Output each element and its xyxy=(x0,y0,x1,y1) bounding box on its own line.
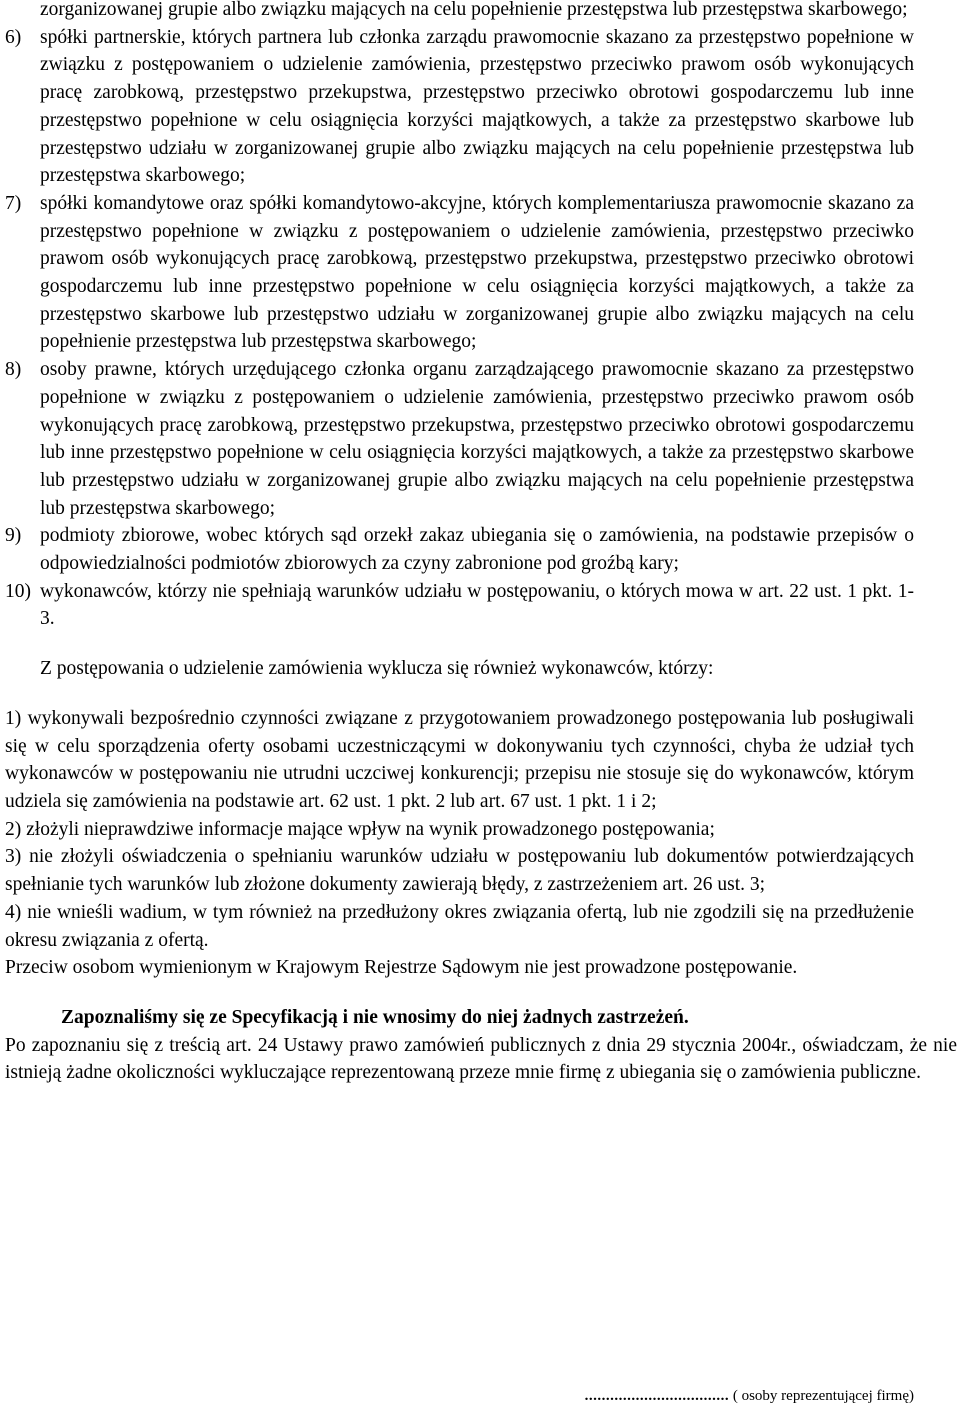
item-text: spółki komandytowe oraz spółki komandytowo-akcyjne, których komplementariusza prawomocnie skazano za przestępstwo popełnione w związku z postępowaniem o udzielenie zamówienia, przestępstwo przeciwko prawom osób wykonujących pracę zarobkową, przestępstwo przekupstwa, przestępstwo przeciwko obrotowi gospodarczemu lub inne przestępstwo popełnione w celu osiągnięcia korzyści majątkowych, a także za przestępstwo skarbowe lub przestępstwo udziału w zorganizowanej grupie albo związku mających na celu popełnienie przestępstwa lub przestępstwa skarbowego; xyxy=(40,192,914,353)
item-text: osoby prawne, których urzędującego członka organu zarządzającego prawomocnie skazano za przestępstwo popełnione w związku z postępowaniem o udzielenie zamówienia, przestępstwo przeciwko prawom osób wykonujących pracę zarobkową, przestępstwo przekupstwa, przestępstwo przeciwko obrotowi gospodarczemu lub inne przestępstwo popełnione w celu osiągnięcia korzyści majątkowych, a także za przestępstwo skarbowe lub przestępstwo udziału w zorganizowanej grupie albo związku mających na celu popełnienie przestępstwa lub przestępstwa skarbowego; xyxy=(40,359,914,519)
item-text: wykonawców, którzy nie spełniają warunków udziału w postępowaniu, o których mowa w art. 22 ust. 1 pkt. 1-3. xyxy=(40,580,914,630)
list-item xyxy=(5,356,914,522)
specification-statement: Zapoznaliśmy się ze Specyfikacją i nie wnosimy do niej żadnych zastrzeżeń. xyxy=(61,1006,689,1028)
list-item xyxy=(5,190,914,356)
list-item xyxy=(5,522,914,577)
signature-line xyxy=(585,1386,914,1406)
exclusion-intro: Z postępowania o udzielenie zamówienia wyklucza się również wykonawców, którzy: xyxy=(40,658,714,680)
exclusion-item: 1) wykonywali bezpośrednio czynności związane z przygotowaniem prowadzonego postępowania lub posługiwali się w celu sporządzenia oferty osobami uczestniczącymi w dokonywaniu tych czynności, chyba że udział tych wykonawców w postępowaniu nie utrudni uczciwej konkurencji; przepisu nie stosuje się do wykonawców, którym udziela się zamówienia na podstawie art. 62 ust. 1 pkt. 2 lub art. 67 ust. 1 pkt. 1 i 2; xyxy=(5,707,914,812)
item-text: podmioty zbiorowe, wobec których sąd orzekł zakaz ubiegania się o zamówienia, na podstawie przepisów o odpowiedzialności podmiotów zbiorowych za czyny zabronione pod groźbą kary; xyxy=(40,525,914,575)
list-item xyxy=(5,24,914,190)
item-number: 9) xyxy=(5,525,22,547)
signature-label: ( osoby reprezentującej firmę) xyxy=(732,1388,914,1404)
exclusion-item: 3) nie złożyli oświadczenia o spełnianiu warunków udziału w postępowaniu lub dokumentów potwierdzających spełnianie tych warunków lub złożone dokumenty zawierają błędy, z zastrzeżeniem art. 26 ust. 3; xyxy=(5,846,914,896)
exclusion-item: 4) nie wnieśli wadium, w tym również na przedłużony okres związania ofertą, lub nie zgodzili się na przedłużenie okresu związania z ofertą. xyxy=(5,901,914,951)
signature-dots: .................................. xyxy=(584,1388,730,1404)
continuation-text: zorganizowanej grupie albo związku mających na celu popełnienie przestępstwa lub przestępstwa skarbowego; xyxy=(40,0,908,20)
item-number: 6) xyxy=(5,26,22,48)
item-number: 7) xyxy=(5,192,22,214)
item-number: 10) xyxy=(5,580,31,602)
item-text: spółki partnerskie, których partnera lub członka zarządu prawomocnie skazano za przestępstwo popełnione w związku z postępowaniem o udzielenie zamówienia, przestępstwo przeciwko prawom osób wykonujących pracę zarobkową, przestępstwo przekupstwa, przestępstwo przeciwko obrotowi gospodarczemu lub inne przestępstwo popełnione w celu osiągnięcia korzyści majątkowych, a także za przestępstwo skarbowe lub przestępstwo udziału w zorganizowanej grupie albo związku mających na celu popełnienie przestępstwa lub przestępstwa skarbowego; xyxy=(40,26,914,187)
document-page xyxy=(5,0,957,1087)
exclusion-item: 2) złożyli nieprawdziwe informacje mające wpływ na wynik prowadzonego postępowania; xyxy=(5,818,715,840)
item-number: 8) xyxy=(5,359,22,381)
krs-statement: Przeciw osobom wymienionym w Krajowym Rejestrze Sądowym nie jest prowadzone postępowanie. xyxy=(5,957,798,979)
list-item xyxy=(5,578,914,633)
declaration-text: Po zapoznaniu się z treścią art. 24 Ustawy prawo zamówień publicznych z dnia 29 stycznia 2004r., oświadczam, że nie istnieją żadne okoliczności wykluczające reprezentowaną przeze mnie firmę z ubiegania się o zamówienia publiczne. xyxy=(5,1034,957,1084)
